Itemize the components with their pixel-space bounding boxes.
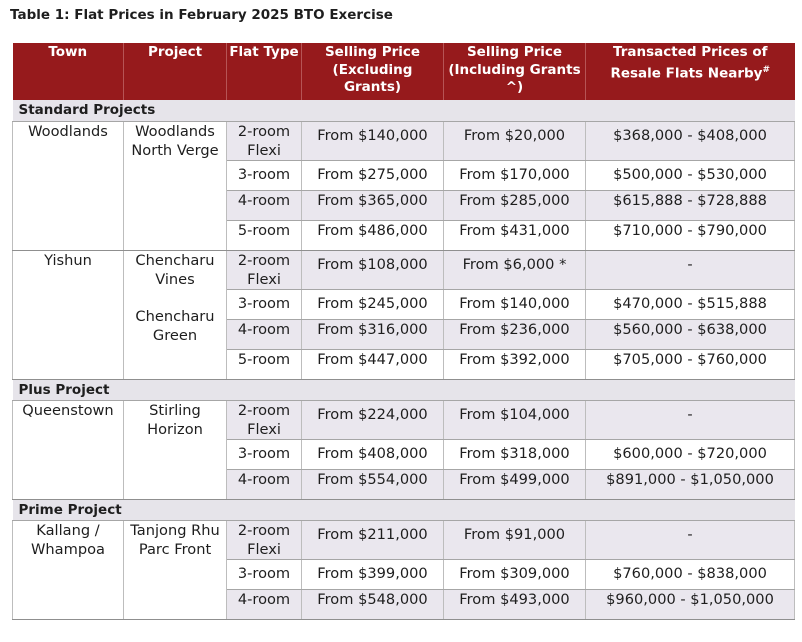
header-resale-prices: [586, 43, 795, 100]
price-excluding-cell: From $211,000: [302, 520, 444, 559]
resale-price-cell: $560,000 - $638,000: [586, 319, 795, 349]
price-including-cell: From $170,000: [444, 160, 586, 190]
price-including-cell: From $431,000: [444, 220, 586, 250]
price-including-cell: From $493,000: [444, 589, 586, 619]
section-row: [13, 499, 795, 520]
price-including-cell: From $6,000 *: [444, 250, 586, 289]
price-including-cell: From $392,000: [444, 349, 586, 379]
header-row: [13, 43, 795, 100]
town-cell: Yishun: [13, 250, 124, 379]
resale-price-cell: $600,000 - $720,000: [586, 439, 795, 469]
flat-type-cell: 2-room Flexi: [227, 121, 302, 160]
table-caption: Table 1: Flat Prices in February 2025 BTO Exercise: [10, 7, 393, 23]
price-excluding-cell: From $140,000: [302, 121, 444, 160]
price-including-cell: From $91,000: [444, 520, 586, 559]
table-row: [13, 121, 795, 160]
section-row: [13, 100, 795, 121]
header-resale-label: Transacted Prices of Resale Flats Nearby: [610, 44, 768, 81]
flat-type-cell: 2-room Flexi: [227, 520, 302, 559]
header-town: Town: [13, 43, 124, 100]
flat-type-cell: 2-room Flexi: [227, 250, 302, 289]
town-cell: Woodlands: [13, 121, 124, 250]
section-label: Plus Project: [13, 379, 795, 400]
flat-type-cell: 4-room: [227, 319, 302, 349]
resale-price-cell: $615,888 - $728,888: [586, 190, 795, 220]
bto-price-table: [12, 43, 795, 620]
price-including-cell: From $236,000: [444, 319, 586, 349]
resale-price-cell: $960,000 - $1,050,000: [586, 589, 795, 619]
resale-price-cell: $710,000 - $790,000: [586, 220, 795, 250]
resale-price-cell: -: [586, 250, 795, 289]
resale-price-cell: $891,000 - $1,050,000: [586, 469, 795, 499]
price-excluding-cell: From $486,000: [302, 220, 444, 250]
price-excluding-cell: From $554,000: [302, 469, 444, 499]
flat-type-cell: 4-room: [227, 469, 302, 499]
flat-type-cell: 2-room Flexi: [227, 400, 302, 439]
header-flat-type: Flat Type: [227, 43, 302, 100]
flat-type-cell: 5-room: [227, 349, 302, 379]
section-label: Standard Projects: [13, 100, 795, 121]
price-excluding-cell: From $408,000: [302, 439, 444, 469]
project-cell: Woodlands North Verge: [124, 121, 227, 250]
price-excluding-cell: From $447,000: [302, 349, 444, 379]
town-cell: Queenstown: [13, 400, 124, 499]
project-cell: [124, 250, 227, 379]
flat-type-cell: 3-room: [227, 559, 302, 589]
price-excluding-cell: From $365,000: [302, 190, 444, 220]
flat-type-cell: 4-room: [227, 190, 302, 220]
table-row: [13, 250, 795, 289]
header-price-excluding-grants: Selling Price (Excluding Grants): [302, 43, 444, 100]
table-row: [13, 520, 795, 559]
price-excluding-cell: From $224,000: [302, 400, 444, 439]
price-including-cell: From $104,000: [444, 400, 586, 439]
resale-price-cell: $470,000 - $515,888: [586, 289, 795, 319]
section-row: [13, 379, 795, 400]
resale-price-cell: $368,000 - $408,000: [586, 121, 795, 160]
price-excluding-cell: From $316,000: [302, 319, 444, 349]
resale-price-cell: $760,000 - $838,000: [586, 559, 795, 589]
project-cell: Tanjong Rhu Parc Front: [124, 520, 227, 619]
project-name: Chencharu Green: [135, 307, 215, 344]
resale-price-cell: -: [586, 520, 795, 559]
resale-price-cell: -: [586, 400, 795, 439]
header-project: Project: [124, 43, 227, 100]
price-including-cell: From $20,000: [444, 121, 586, 160]
price-including-cell: From $285,000: [444, 190, 586, 220]
resale-price-cell: $500,000 - $530,000: [586, 160, 795, 190]
flat-type-cell: 4-room: [227, 589, 302, 619]
town-cell: Kallang / Whampoa: [13, 520, 124, 619]
price-including-cell: From $318,000: [444, 439, 586, 469]
table-row: [13, 400, 795, 439]
header-price-including-grants: Selling Price (Including Grants ^): [444, 43, 586, 100]
price-including-cell: From $309,000: [444, 559, 586, 589]
price-including-cell: From $140,000: [444, 289, 586, 319]
flat-type-cell: 3-room: [227, 160, 302, 190]
project-cell: Stirling Horizon: [124, 400, 227, 499]
price-excluding-cell: From $399,000: [302, 559, 444, 589]
flat-type-cell: 3-room: [227, 439, 302, 469]
section-label: Prime Project: [13, 499, 795, 520]
price-excluding-cell: From $108,000: [302, 250, 444, 289]
flat-type-cell: 3-room: [227, 289, 302, 319]
flat-type-cell: 5-room: [227, 220, 302, 250]
price-including-cell: From $499,000: [444, 469, 586, 499]
project-name: Chencharu Vines: [135, 251, 215, 288]
resale-price-cell: $705,000 - $760,000: [586, 349, 795, 379]
price-excluding-cell: From $548,000: [302, 589, 444, 619]
price-excluding-cell: From $275,000: [302, 160, 444, 190]
price-excluding-cell: From $245,000: [302, 289, 444, 319]
header-resale-footnote-mark: #: [762, 64, 771, 75]
